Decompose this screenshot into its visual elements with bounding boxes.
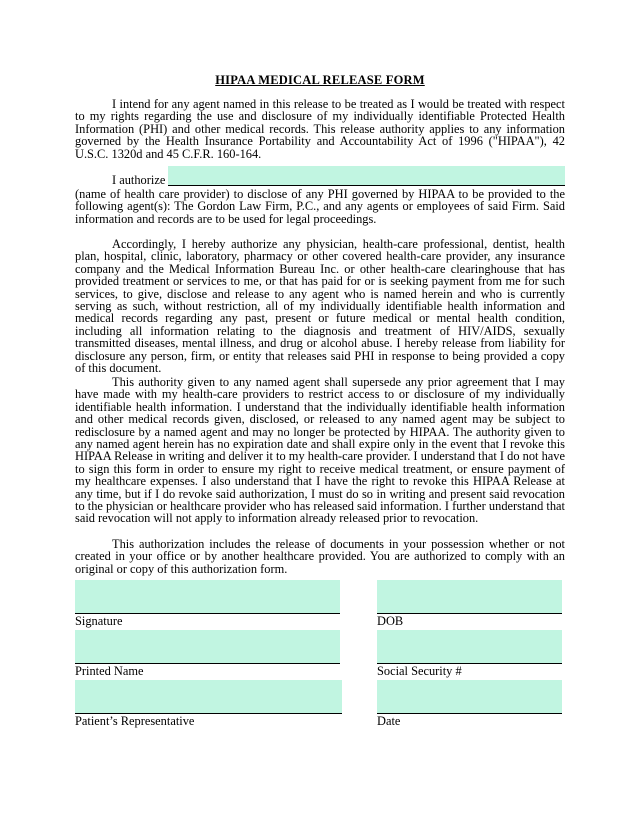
representative-input[interactable] xyxy=(75,680,342,714)
documents-paragraph xyxy=(75,538,565,575)
authorize-label: I authorize xyxy=(112,173,166,187)
ssn-input[interactable] xyxy=(377,630,562,664)
disclosure-paragraph: (name of health care provider) to disclose of any PHI governed by HIPAA to be provided to the following agent(s): The Gordon Law Firm, P.C., and any agents or employees of said Firm. Said information and records are to be used for legal proceedings. xyxy=(75,187,565,226)
date-input[interactable] xyxy=(377,680,562,714)
representative-label: Patient’s Representative xyxy=(75,714,195,728)
form-title: HIPAA MEDICAL RELEASE FORM xyxy=(215,73,425,87)
health-care-provider-input[interactable] xyxy=(168,166,565,186)
authorization-paragraph xyxy=(75,238,565,374)
signature-label: Signature xyxy=(75,614,123,628)
supersede-paragraph xyxy=(75,376,565,525)
dob-label: DOB xyxy=(377,614,404,628)
documents-paragraph-text: This authorization includes the release of documents in your possession whether or not created in your office or by another healthcare provided. You are authorized to comply with an original or copy of this authorization form. xyxy=(75,537,565,576)
ssn-label: Social Security # xyxy=(377,664,462,678)
intent-paragraph-text: I intend for any agent named in this release to be treated as I would be treated with respect to my rights regarding the use and disclosure of my individually identifiable Protected Health Information (PHI) and other medical records. This release authority applies to any information governed by the Health Insurance Portability and Accountability Act of 1996 ("HIPAA"), 42 U.S.C. 1320d and 45 C.F.R. 160-164. xyxy=(75,97,565,161)
authorization-paragraph-text: Accordingly, I hereby authorize any physician, health-care professional, dentist, health plan, hospital, clinic, laboratory, pharmacy or other covered health-care provider, any insurance company and the Medical Information Bureau Inc. or other health-care clearinghouse that has provided treatment or services to me, or that has paid for or is seeking payment from me for such services, to give, disclose and release to any agent who is named herein and who is currently serving as such, without restriction, all of my individually identifiable health information and medical records regarding any past, present or future medical or mental health condition, including all information relating to the diagnosis and treatment of HIV/AIDS, sexually transmitted diseases, mental illness, and drug or alcohol abuse. I hereby release from liability for disclosure any person, firm, or entity that releases said PHI in response to being provided a copy of this document. xyxy=(75,237,565,376)
printed-name-label: Printed Name xyxy=(75,664,144,678)
dob-input[interactable] xyxy=(377,580,562,614)
supersede-paragraph-text: This authority given to any named agent shall supersede any prior agreement that I may have made with my health-care providers to restrict access to or disclosure of my individually identifiable health information. I understand that the individually identifiable health information and other medical records given, disclosed, or released to any named agent may be subject to redisclosure by a named agent and may no longer be protected by HIPAA. The authority given to any named agent herein has no expiration date and shall expire only in the event that I revoke this HIPAA Release in writing and deliver it to my health-care provider. I understand that I do not have to sign this form in order to ensure my right to receive medical treatment, or ensure payment of my healthcare expenses. I also understand that I have the right to revoke this HIPAA Release at any time, but if I do revoke said authorization, I must do so in writing and present said revocation to the physician or healthcare provider who has released said information. I further understand that said revocation will not apply to information already released prior to revocation. xyxy=(75,375,565,526)
authorize-row xyxy=(75,166,565,186)
intent-paragraph xyxy=(75,98,565,160)
signature-input[interactable] xyxy=(75,580,340,614)
printed-name-input[interactable] xyxy=(75,630,340,664)
date-label: Date xyxy=(377,714,401,728)
